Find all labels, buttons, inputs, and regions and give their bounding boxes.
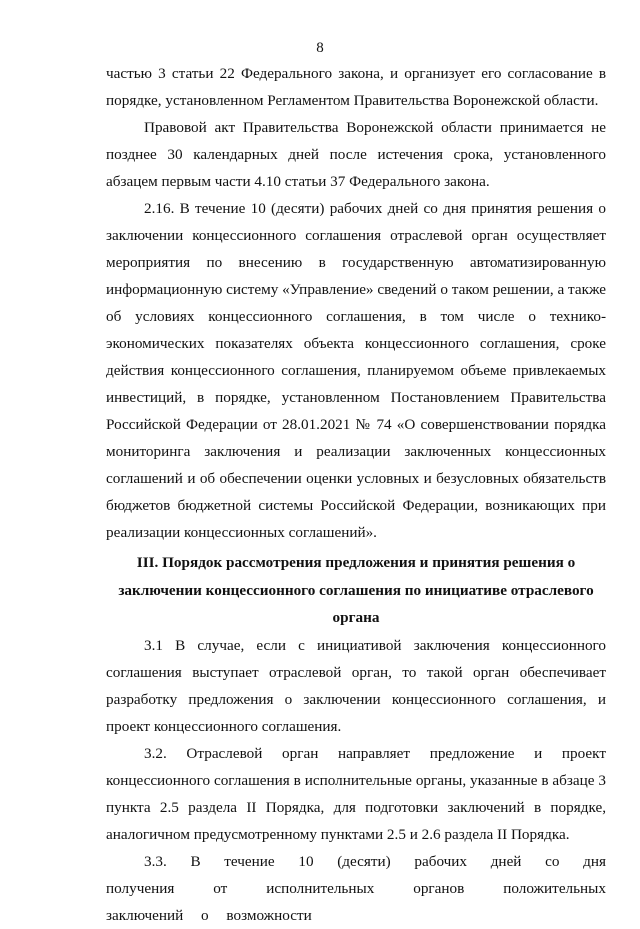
- paragraph-3-2: 3.2. Отраслевой орган направляет предложение и проект концессионного соглашения в исполнительные органы, указанные в абзаце 3 пункта 2.5 раздела II Порядка, для подготовки заключений в порядке, аналогичном предусмотренному пунктами 2.5 и 2.6 раздела II Порядка.: [106, 744, 606, 843]
- section-heading-iii: III. Порядок рассмотрения предложения и принятия решения о заключении концессионного соглашения по инициативе отраслевого органа: [118, 554, 594, 626]
- document-body: [106, 60, 606, 929]
- page-number: 8: [316, 40, 324, 56]
- paragraph-2-16: 2.16. В течение 10 (десяти) рабочих дней со дня принятия решения о заключении концессионного соглашения отраслевой орган осуществляет мероприятия по внесению в государственную автоматизированную информационную систему «Управление» сведений о таком решении, а также об условиях концессионного соглашения, в том числе о технико-экономических показателях объекта концессионного соглашения, сроке действия концессионного соглашения, планируемом объеме привлекаемых инвестиций, в порядке, установленном Постановлением Правительства Российской Федерации от 28.01.2021 № 74 «О совершенствовании порядка мониторинга заключения и реализации заключенных концессионных соглашений и об обеспечении оценки условных и безусловных обязательств бюджетов бюджетной системы Российской Федерации, возникающих при реализации концессионных соглашений».: [106, 200, 606, 541]
- paragraph-legal-act-deadline: Правовой акт Правительства Воронежской области принимается не позднее 30 календарных дней после истечения срока, установленного абзацем первым части 4.10 статьи 37 Федерального закона.: [106, 119, 606, 190]
- paragraph-3-1: 3.1 В случае, если с инициативой заключения концессионного соглашения выступает отраслевой орган, то такой орган обеспечивает разработку предложения о заключении концессионного соглашения, и проект концессионного соглашения.: [106, 636, 606, 735]
- paragraph-continuation: частью 3 статьи 22 Федерального закона, и организует его согласование в порядке, установленном Регламентом Правительства Воронежской области.: [106, 65, 606, 109]
- paragraph-3-3: 3.3. В течение 10 (десяти) рабочих дней со дня получения от исполнительных органов положительных заключений о возможности: [106, 852, 606, 924]
